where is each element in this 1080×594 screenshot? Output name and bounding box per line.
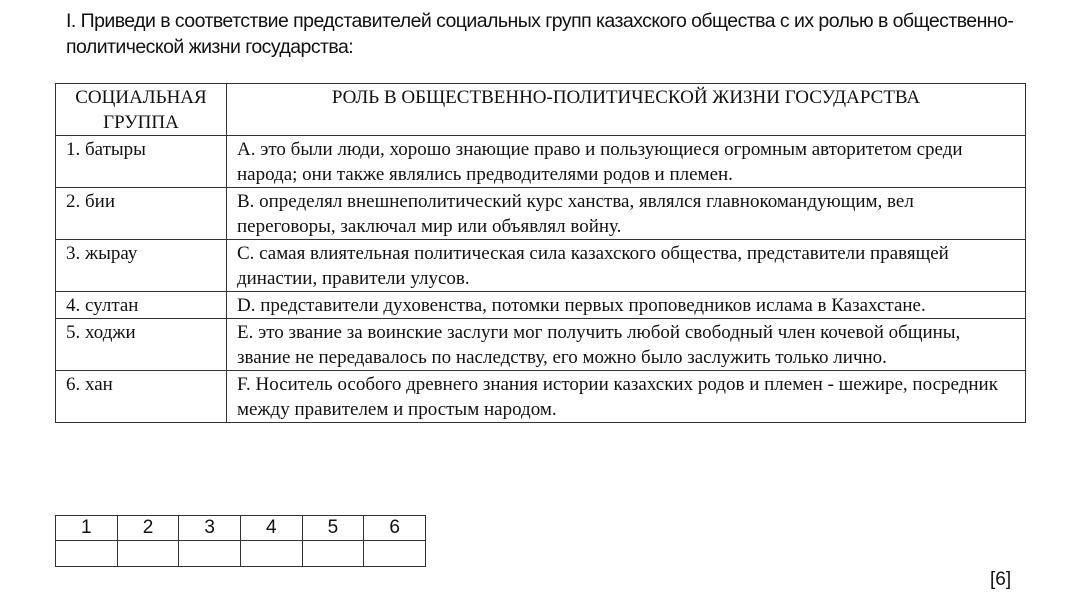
matching-table [55,83,1026,423]
group-cell: 3. жырау [56,240,227,292]
role-cell: D. представители духовенства, потомки первых проповедников ислама в Казахстане. [226,292,1025,319]
header-social-group: СОЦИАЛЬНАЯ ГРУППА [56,84,227,136]
group-cell: 1. батыры [56,136,227,188]
table-row [56,240,1026,292]
answer-number: 3 [179,516,241,541]
table-header-row [56,84,1026,136]
answer-number: 6 [364,516,426,541]
group-cell: 5. ходжи [56,319,227,371]
role-cell: B. определял внешнеполитический курс ханства, являлся главнокомандующим, вел переговоры, заключал мир или объявлял войну. [226,188,1025,240]
table-row [56,319,1026,371]
table-row [56,371,1026,423]
task-title: I. Приведи в соответствие представителей социальных групп казахского общества с их ролью в общественно-политической жизни государства: [66,10,1014,58]
role-cell: A. это были люди, хорошо знающие право и пользующиеся огромным авторитетом среди народа; они также являлись предводителями родов и племен. [226,136,1025,188]
group-cell: 6. хан [56,371,227,423]
header-role: РОЛЬ В ОБЩЕСТВЕННО-ПОЛИТИЧЕСКОЙ ЖИЗНИ ГОСУДАРСТВА [226,84,1025,136]
answer-input-row [56,541,426,567]
group-cell: 2. бии [56,188,227,240]
answer-cell-2[interactable] [117,541,179,567]
answer-number: 1 [56,516,118,541]
group-cell: 4. султан [56,292,227,319]
answer-number-row [56,516,426,541]
answer-grid [55,515,426,567]
table-row [56,188,1026,240]
score-mark: [6] [990,569,1012,590]
answer-cell-3[interactable] [179,541,241,567]
role-cell: C. самая влиятельная политическая сила казахского общества, представители правящей династии, правители улусов. [226,240,1025,292]
answer-number: 2 [117,516,179,541]
table-row [56,136,1026,188]
answer-number: 4 [240,516,302,541]
answer-number: 5 [302,516,364,541]
answer-cell-5[interactable] [302,541,364,567]
role-cell: E. это звание за воинские заслуги мог получить любой свободный член кочевой общины, звание не передавалось по наследству, его можно было заслужить только лично. [226,319,1025,371]
table-row [56,292,1026,319]
answer-cell-6[interactable] [364,541,426,567]
answer-cell-4[interactable] [240,541,302,567]
role-cell: F. Носитель особого древнего знания истории казахских родов и племен - шежире, посредник между правителем и простым народом. [226,371,1025,423]
answer-cell-1[interactable] [56,541,118,567]
